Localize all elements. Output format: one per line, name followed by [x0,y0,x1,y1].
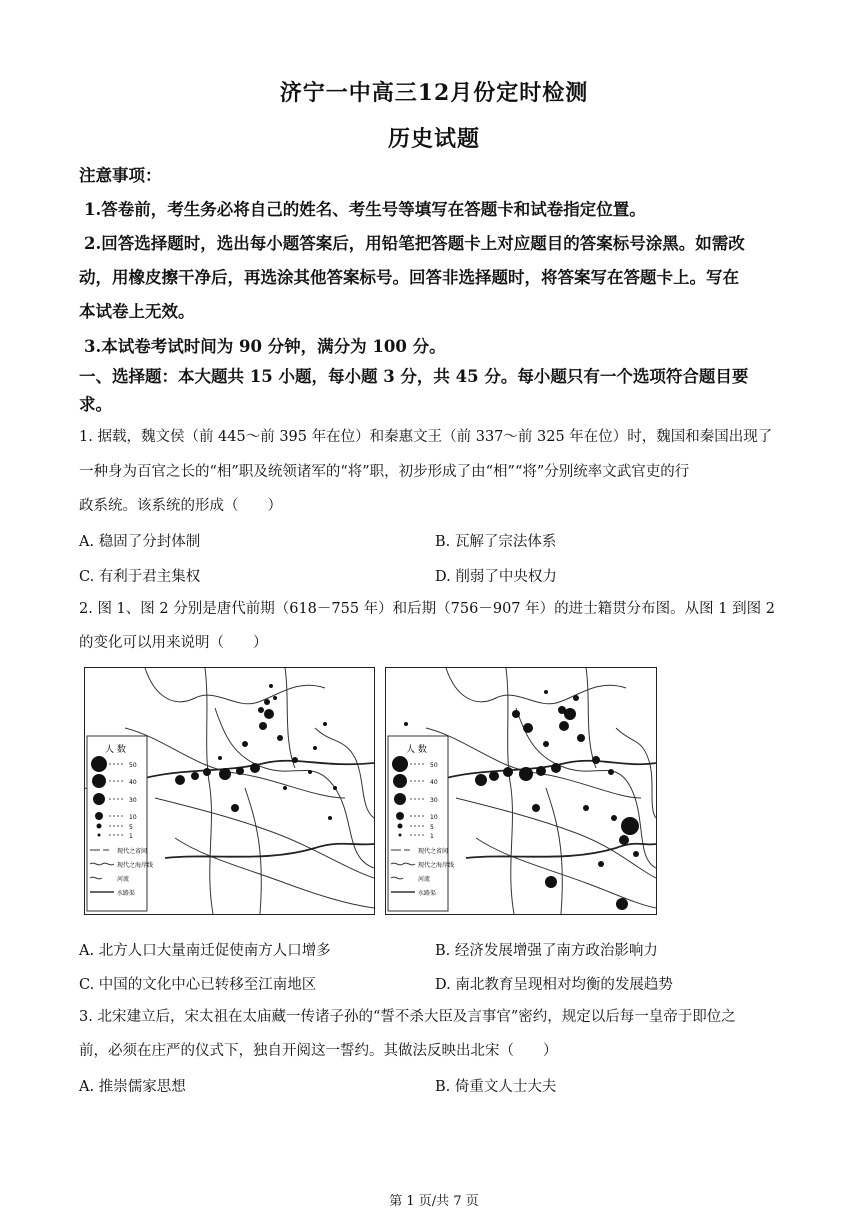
q3-option-b: B. 倚重文人士大夫 [435,1079,557,1095]
map-1-legend-value: 1 [129,833,133,840]
section-heading-line-2: 求。 [79,395,112,414]
q2-option-c: C. 中国的文化中心已转移至江南地区 [79,977,317,993]
notice-item-2-line-3: 本试卷上无效。 [79,302,195,321]
map-1-legend-value: 30 [129,797,137,804]
page-number: 第 1 页/共 7 页 [389,1194,479,1209]
map-1-legend-line-label: 现代之海岸线 [117,862,154,869]
notice-item-1: 1.答卷前，考生务必将自己的姓名、考生号等填写在答题卡和试卷指定位置。 [84,200,646,219]
map-1-legend-value: 40 [129,779,137,786]
map-1-legend-line-label: 水路渠 [117,890,136,897]
map-2-drawing [386,668,656,914]
map-2-legend-value: 10 [430,814,438,821]
map-2-legend-line-label: 水路渠 [418,890,437,897]
q1-option-a: A. 稳固了分封体制 [79,534,201,550]
map-2-legend-value: 30 [430,797,438,804]
map-figure-2 [385,667,657,915]
q2-option-b: B. 经济发展增强了南方政治影响力 [435,943,658,959]
map-2-legend-value: 1 [430,833,434,840]
exam-title: 济宁一中高三12月份定时检测 [279,80,589,106]
q1-option-d: D. 削弱了中央权力 [435,569,557,585]
q1-stem-line-1: 1. 据载，魏文侯（前 445～前 395 年在位）和秦惠文王（前 337～前 325 年在位）时，魏国和秦国出现了 [79,429,773,445]
map-1-legend-value: 10 [129,814,137,821]
notice-item-2-line-2: 动，用橡皮擦干净后，再选涂其他答案标号。回答非选择题时，将答案写在答题卡上。写在 [79,268,739,287]
q1-option-b: B. 瓦解了宗法体系 [435,534,557,550]
notice-item-2-line-1: 2.回答选择题时，选出每小题答案后，用铅笔把答题卡上对应题目的答案标号涂黑。如需改 [84,234,745,253]
q2-option-d: D. 南北教育呈现相对均衡的发展趋势 [435,977,673,993]
map-1-legend-value: 50 [129,762,137,769]
map-1-legend-line-label: 河流 [117,876,130,883]
map-2-legend-value: 50 [430,762,438,769]
q1-stem-line-3: 政系统。该系统的形成（ ） [79,498,282,514]
q2-stem-line-2: 的变化可以用来说明（ ） [79,635,268,651]
map-1-legend-line-label: 现代之省间 [117,848,148,855]
q3-stem-line-1: 3. 北宋建立后，宋太祖在太庙藏一传诸子孙的“誓不杀大臣及言事官”密约，规定以后每一皇帝于即位之 [79,1009,736,1025]
map-figure-1 [84,667,375,915]
map-1-legend-title: 人 数 [105,745,126,755]
section-heading-line-1: 一、选择题：本大题共 15 小题，每小题 3 分，共 45 分。每小题只有一个选项符合题目要 [79,367,749,386]
q3-option-a: A. 推崇儒家思想 [79,1079,186,1095]
map-2-legend-value: 5 [430,824,434,831]
map-2-legend-line-label: 现代之省间 [418,848,449,855]
q2-option-a: A. 北方人口大量南迁促使南方人口增多 [79,943,331,959]
notice-heading: 注意事项： [79,166,162,185]
notice-item-3: 3.本试卷考试时间为 90 分钟，满分为 100 分。 [84,337,446,356]
map-1-legend-value: 5 [129,824,133,831]
map-1-drawing [85,668,374,914]
q3-stem-line-2: 前，必须在庄严的仪式下，独自开阅这一誓约。其做法反映出北宋（ ） [79,1043,558,1059]
map-2-legend-value: 40 [430,779,438,786]
map-2-legend-line-label: 河流 [418,876,431,883]
exam-subtitle: 历史试题 [387,126,480,152]
q2-stem-line-1: 2. 图 1、图 2 分别是唐代前期（618－755 年）和后期（756－907 年）的进士籍贯分布图。从图 1 到图 2 [79,601,775,617]
q1-stem-line-2: 一种身为百官之长的“相”职及统领诸军的“将”职，初步形成了由“相”“将”分别统率文武官吏的行 [79,464,690,480]
q1-option-c: C. 有利于君主集权 [79,569,201,585]
map-2-legend-line-label: 现代之海岸线 [418,862,455,869]
map-2-legend-title: 人 数 [406,745,427,755]
